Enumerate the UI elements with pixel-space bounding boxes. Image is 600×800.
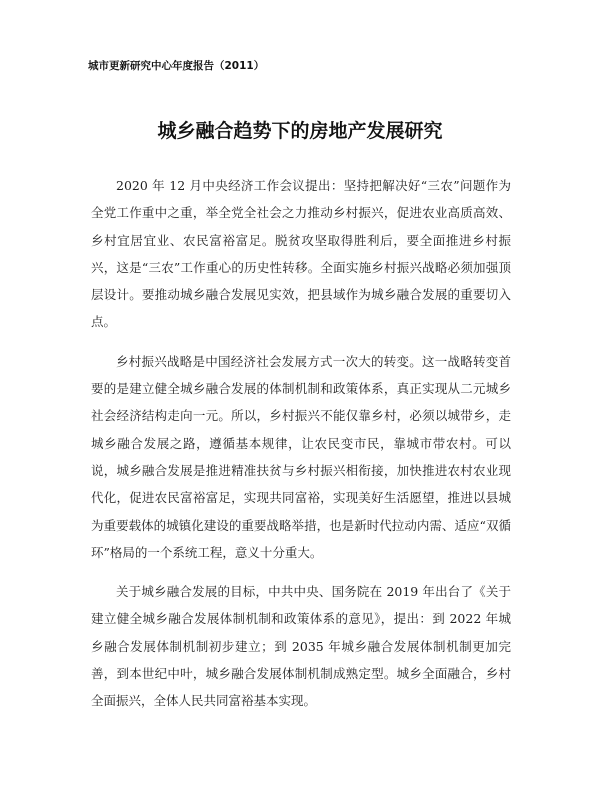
paragraph-3: 关于城乡融合发展的目标，中共中央、国务院在 2019 年出台了《关于建立健全城乡融合发展体制机制和政策体系的意见》，提出：到 2022 年城乡融合发展体制机制初步建立；到 2035 年城乡融合发展体制机制更加完善，到本世纪中叶，城乡融合发展体制机制成熟定型。城乡全面融合，乡村全面振兴，全体人民共同富裕基本实现。 [91, 584, 511, 709]
running-header: 城市更新研究中心年度报告（2011） [88, 60, 265, 72]
document-body [91, 172, 511, 715]
document-title: 城乡融合趋势下的房地产发展研究 [157, 120, 443, 142]
paragraph-2: 乡村振兴战略是中国经济社会发展方式一次大的转变。这一战略转变首要的是建立健全城乡融合发展的体制机制和政策体系，真正实现从二元城乡社会经济结构走向一元。所以，乡村振兴不能仅靠乡村，必须以城带乡，走城乡融合发展之路，遵循基本规律，让农民变市民，靠城市带农村。可以说，城乡融合发展是推进精准扶贫与乡村振兴相衔接，加快推进农村农业现代化，促进农民富裕富足，实现共同富裕，实现美好生活愿望，推进以县城为重要载体的城镇化建设的重要战略举措，也是新时代拉动内需、适应“双循环”格局的一个系统工程，意义十分重大。 [91, 353, 511, 560]
paragraph-1: 2020 年 12 月中央经济工作会议提出：坚持把解决好“三农”问题作为全党工作重中之重，举全党全社会之力推动乡村振兴，促进农业高质高效、乡村宜居宜业、农民富裕富足。脱贫攻坚取得胜利后，要全面推进乡村振兴，这是“三农”工作重心的历史性转移。全面实施乡村振兴战略必须加强顶层设计。要推动城乡融合发展见实效，把县域作为城乡融合发展的重要切入点。 [91, 178, 511, 330]
